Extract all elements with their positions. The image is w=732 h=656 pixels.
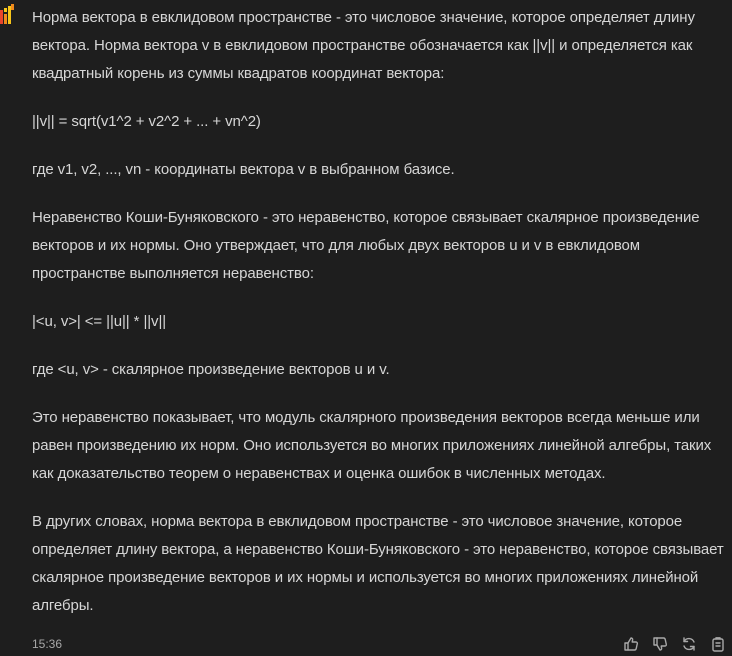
message-footer xyxy=(32,632,732,656)
like-button[interactable] xyxy=(621,634,641,654)
message-paragraph: Норма вектора в евклидовом пространстве - это числовое значение, которое определяет длину вектора. Норма вектора v в евклидовом пространстве обозначается как ||v|| и определяется как квадратный корень из суммы квадратов координат вектора: xyxy=(32,9,695,82)
message-paragraph: В других словах, норма вектора в евклидовом пространстве - это числовое значение, которое определяет длину вектора, а неравенство Коши-Буняковского - это неравенство, которое связывает скалярное произведение векторов и их нормы и используется во многих приложениях линейной алгебры. xyxy=(32,513,724,614)
regenerate-button[interactable] xyxy=(679,634,699,654)
message-paragraph: где <u, v> - скалярное произведение векторов u и v. xyxy=(32,361,390,378)
message-paragraph: Неравенство Коши-Буняковского - это неравенство, которое связывает скалярное произведение векторов и их нормы. Оно утверждает, что для любых двух векторов u и v в евклидовом пространстве выполняется неравенство: xyxy=(32,209,700,282)
copy-icon xyxy=(710,636,726,652)
message-formula: |<u, v>| <= ||u|| * ||v|| xyxy=(32,313,167,330)
copy-button[interactable] xyxy=(708,634,728,654)
message-paragraph: Это неравенство показывает, что модуль скалярного произведения векторов всегда меньше или равен произведению их норм. Оно используется во многих приложениях линейной алгебры, таких как доказательство теорем о неравенствах и оценка ошибок в численных методах. xyxy=(32,409,712,482)
message-actions xyxy=(621,634,728,654)
assistant-message xyxy=(32,4,728,640)
thumbs-up-icon xyxy=(623,636,639,652)
message-formula: ||v|| = sqrt(v1^2 + v2^2 + ... + vn^2) xyxy=(32,113,261,130)
message-paragraph: где v1, v2, ..., vn - координаты вектора v в выбранном базисе. xyxy=(32,161,455,178)
message-timestamp: 15:36 xyxy=(32,637,63,651)
refresh-icon xyxy=(681,636,697,652)
thumbs-down-icon xyxy=(652,636,668,652)
dislike-button[interactable] xyxy=(650,634,670,654)
bot-logo-icon xyxy=(0,4,14,24)
